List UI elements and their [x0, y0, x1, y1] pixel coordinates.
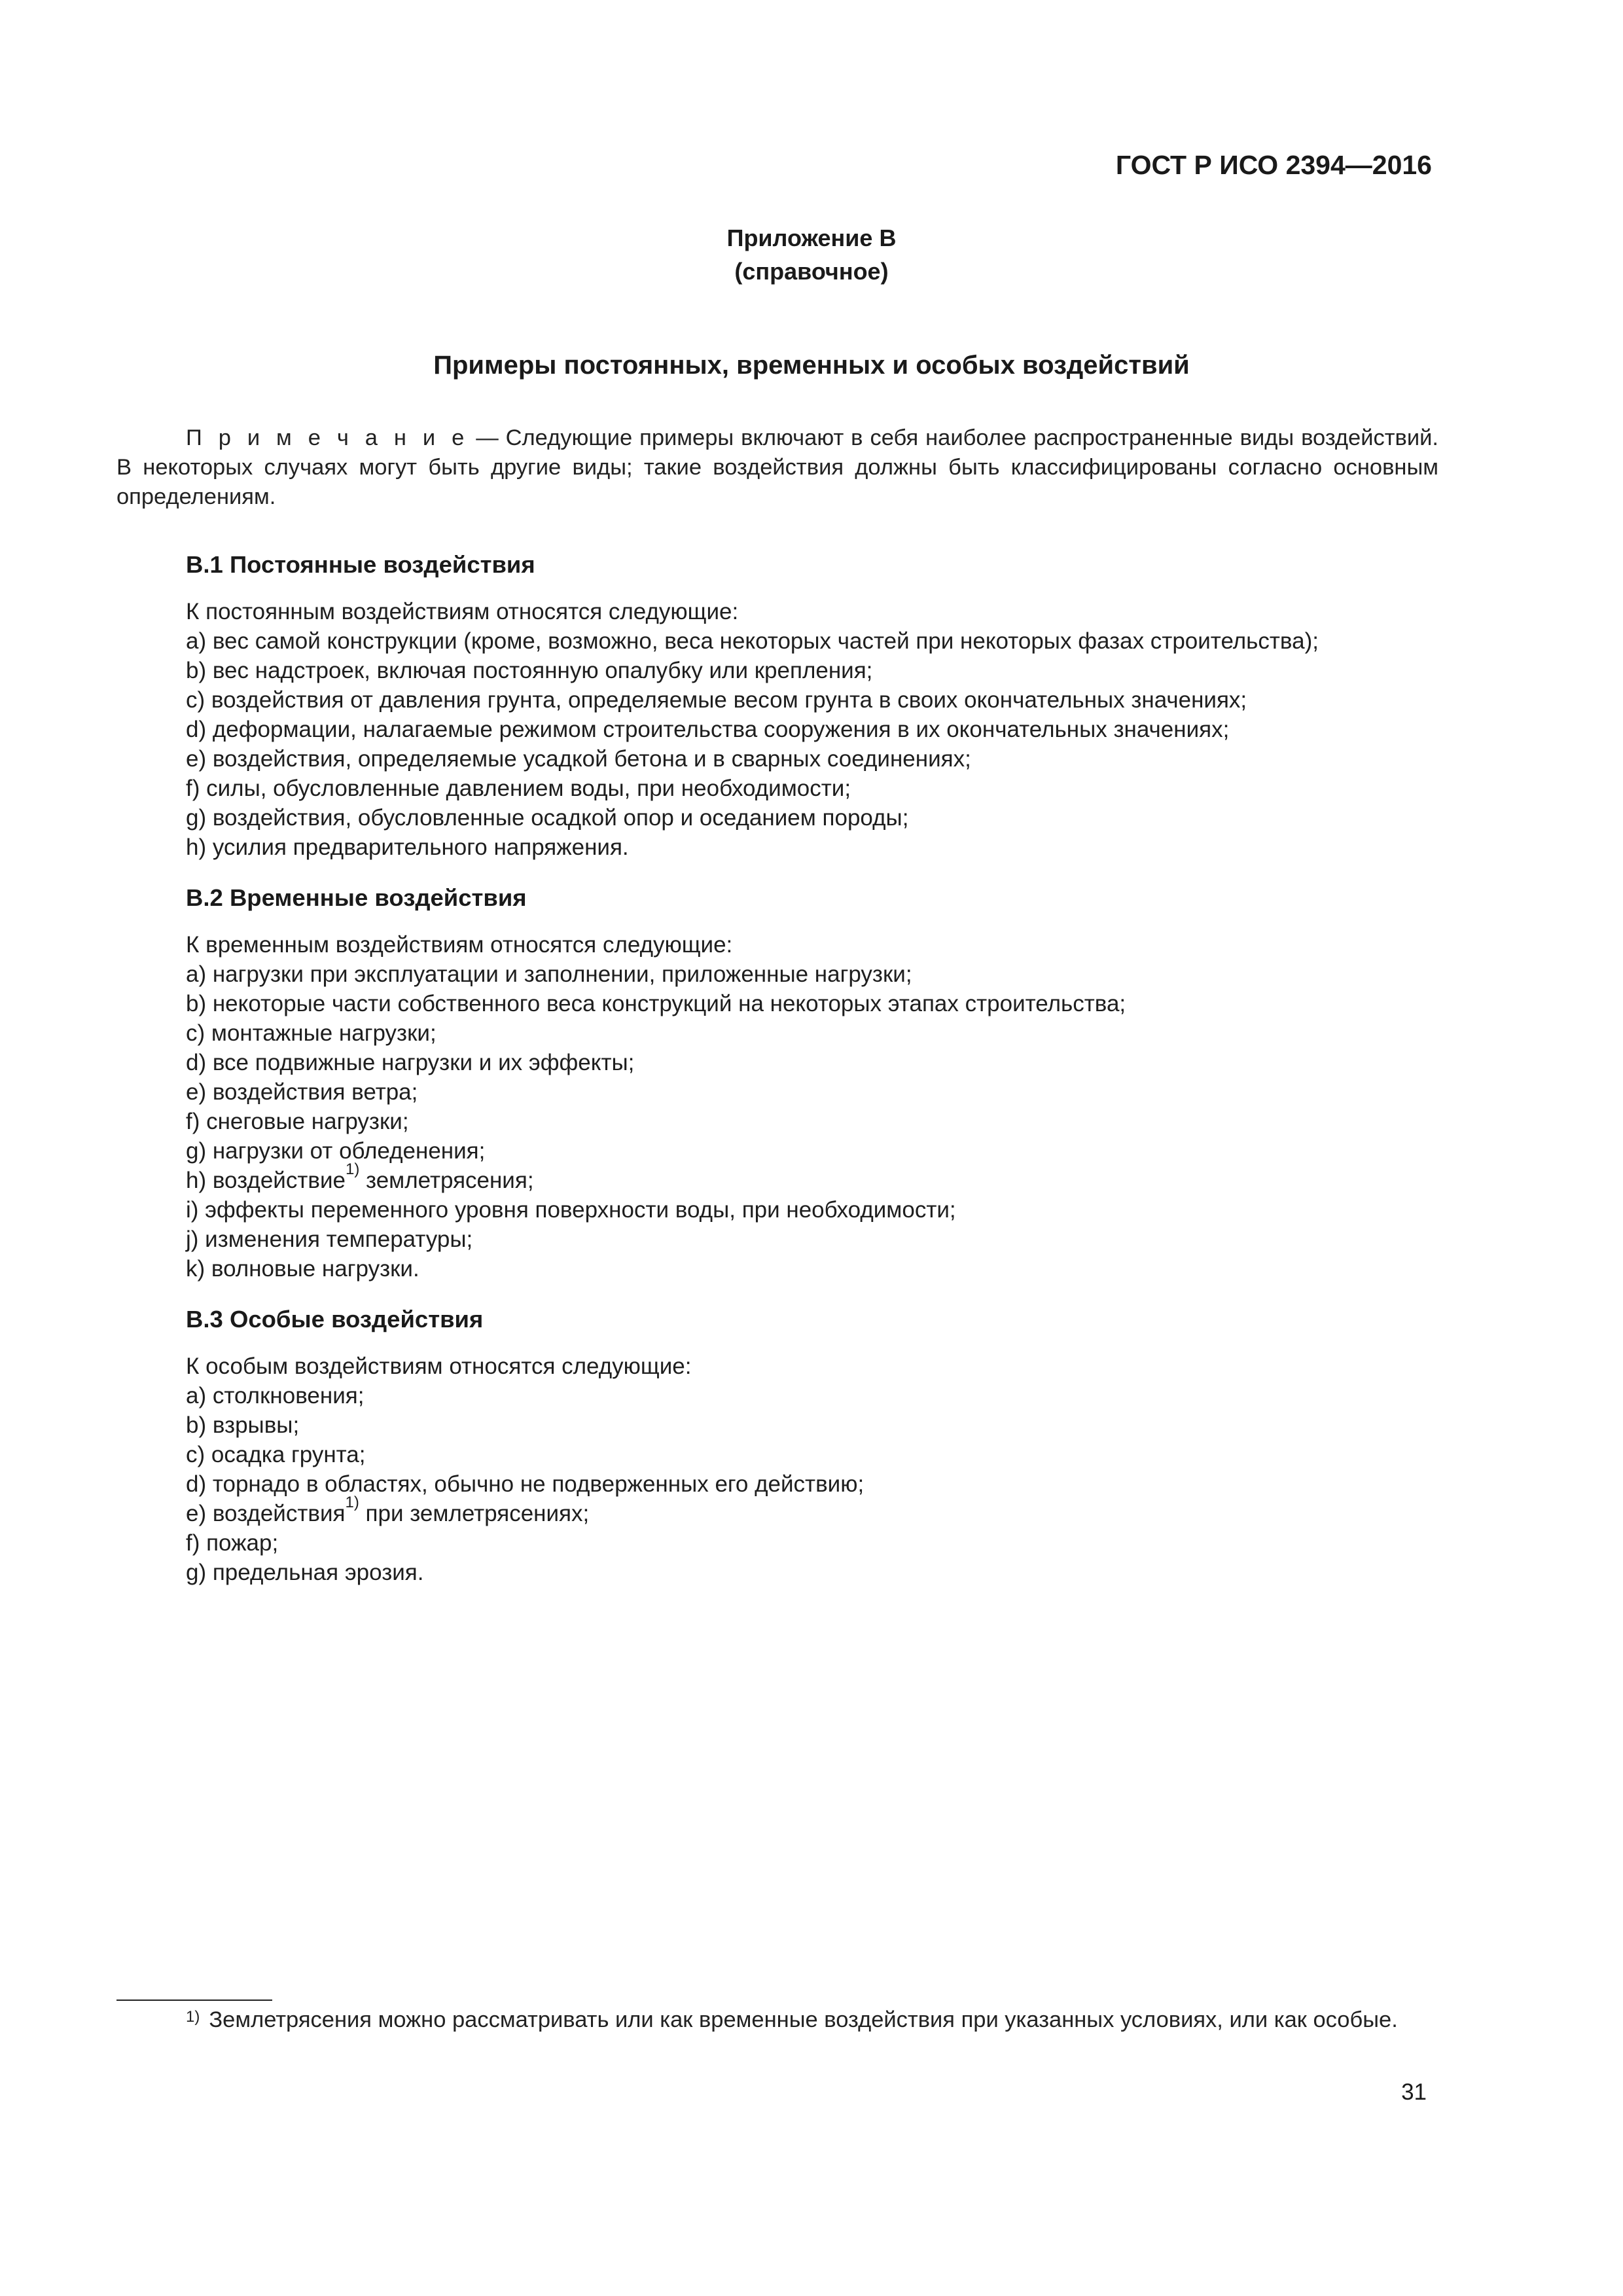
list-item: f) пожар; [186, 1530, 279, 1556]
list-item [186, 1160, 1126, 1195]
section-heading: В.3 Особые воздействия [186, 1306, 484, 1333]
list-item: c) осадка грунта; [186, 1442, 366, 1467]
list-item: g) воздействия, обусловленные осадкой опор и оседанием породы; [186, 805, 909, 831]
section-list [186, 930, 1126, 1283]
footnote-text: Землетрясения можно рассматривать или как временные воздействия при указанных условиях, или как особые. [209, 2007, 1398, 2032]
list-item: d) деформации, налагаемые режимом строительства сооружения в их окончательных значениях; [186, 717, 1230, 742]
standard-designation: ГОСТ Р ИСО 2394—2016 [1115, 150, 1432, 180]
list-item: а) столкновения; [186, 1383, 365, 1408]
list-item: j) изменения температуры; [186, 1227, 473, 1252]
appendix-title: Примеры постоянных, временных и особых воздействий [433, 351, 1190, 380]
list-item [186, 1494, 864, 1528]
footnote [116, 2005, 1438, 2037]
footnote-separator [116, 2000, 272, 2001]
list-item: b) взрывы; [186, 1412, 300, 1438]
list-item: а) вес самой конструкции (кроме, возможно, веса некоторых частей при некоторых фазах строительства); [186, 628, 1319, 654]
list-item: i) эффекты переменного уровня поверхности воды, при необходимости; [186, 1197, 956, 1223]
list-item: g) предельная эрозия. [186, 1560, 424, 1585]
list-item: g) нагрузки от обледенения; [186, 1138, 486, 1164]
section-heading: В.2 Временные воздействия [186, 884, 527, 911]
list-item: c) воздействия от давления грунта, определяемые весом грунта в своих окончательных значениях; [186, 687, 1247, 713]
list-item: h) усилия предварительного напряжения. [186, 834, 629, 860]
list-intro: К временным воздействиям относятся следующие: [186, 932, 733, 958]
list-item: d) торнадо в областях, обычно не подверженных его действию; [186, 1471, 865, 1497]
note-text: — Следующие примеры включают в себя наиболее распространенные виды воздействий. В некоторых случаях могут быть другие виды; такие воздействия должны быть классифицированы согласно основным определениям. [116, 425, 1438, 509]
list-intro: К постоянным воздействиям относятся следующие: [186, 599, 739, 624]
footnote-mark: 1) [186, 2008, 200, 2026]
list-item: f) снеговые нагрузки; [186, 1109, 409, 1134]
list-item: c) монтажные нагрузки; [186, 1020, 437, 1046]
appendix-heading [0, 221, 1623, 288]
list-item: f) силы, обусловленные давлением воды, при необходимости; [186, 776, 851, 801]
footnote-ref: 1) [345, 1160, 360, 1178]
note-paragraph [116, 423, 1438, 512]
list-item: d) все подвижные нагрузки и их эффекты; [186, 1050, 635, 1075]
list-item-text: h) воздействие [186, 1168, 346, 1193]
list-item-text: е) воздействия [186, 1501, 346, 1526]
list-item: b) вес надстроек, включая постоянную опалубку или крепления; [186, 658, 873, 683]
list-item: е) воздействия, определяемые усадкой бетона и в сварных соединениях; [186, 746, 971, 772]
section-heading: В.1 Постоянные воздействия [186, 551, 535, 578]
page-number: 31 [1401, 2079, 1427, 2105]
list-item: b) некоторые части собственного веса конструкций на некоторых этапах строительства; [186, 991, 1126, 1016]
list-item-text: землетрясения; [359, 1168, 534, 1193]
footnote-ref: 1) [345, 1494, 359, 1511]
list-item: а) нагрузки при эксплуатации и заполнении, приложенные нагрузки; [186, 961, 912, 987]
section-list [186, 597, 1319, 862]
list-item: k) волновые нагрузки. [186, 1256, 419, 1282]
appendix-label: Приложение В [726, 224, 897, 251]
note-lead: П р и м е ч а н и е [186, 425, 469, 450]
section-list [186, 1352, 864, 1587]
list-intro: К особым воздействиям относятся следующие: [186, 1354, 692, 1379]
appendix-kind: (справочное) [734, 258, 889, 285]
list-item-text: при землетрясениях; [359, 1501, 590, 1526]
list-item: е) воздействия ветра; [186, 1079, 418, 1105]
